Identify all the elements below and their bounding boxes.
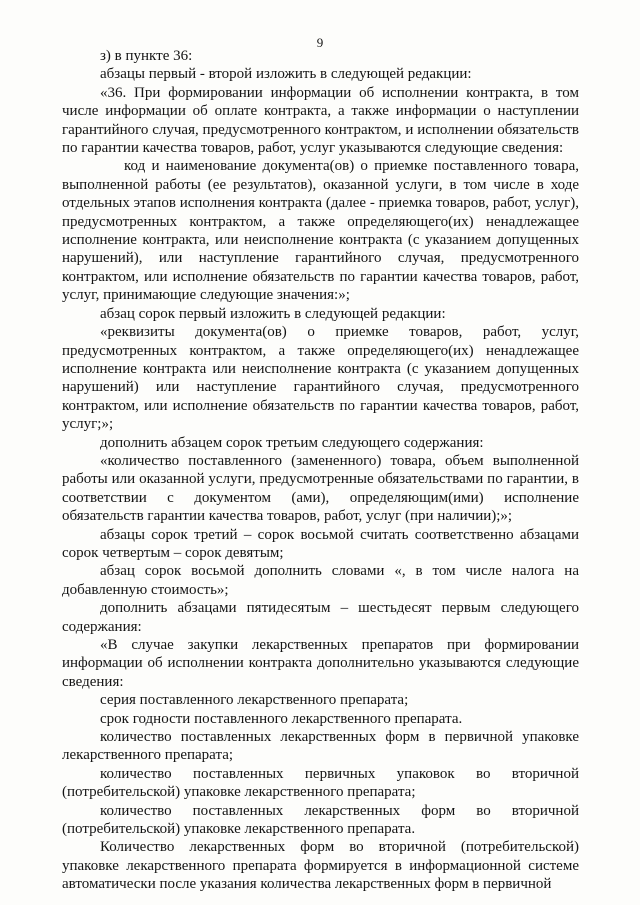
paragraph: Количество лекарственных форм во вторичной (потребительской) упаковке лекарственного препарата формируется в информационной системе автоматически после указания количества лекарственных форм в первичной bbox=[62, 839, 579, 893]
paragraph: «реквизиты документа(ов) о приемке товаров, работ, услуг, предусмотренных контрактом, а также определяющего(их) ненадлежащее исполнение контракта или неисполнение контракта (с указанием допущенных нарушений) или наступление гарантийного случая, предусмотренного контрактом, или исполнение обязательств по гарантии качества товаров, работ, услуг;»; bbox=[62, 324, 579, 433]
paragraph: количество поставленных лекарственных форм в первичной упаковке лекарственного препарата; bbox=[62, 729, 579, 764]
paragraph: абзацы первый - второй изложить в следующей редакции: bbox=[100, 66, 472, 83]
paragraph: «количество поставленного (замененного) товара, объем выполненной работы или оказанной услуги, предусмотренные обязательствами по гарантии, в соответствии с документом (ами), определяющим(ими) исполнение обязательств гарантии качества товаров, работ, услуг (при наличии);»; bbox=[62, 452, 579, 525]
paragraph: количество поставленных первичных упаковок во вторичной (потребительской) упаковке лекарственного препарата; bbox=[62, 765, 579, 801]
paragraph: «В случае закупки лекарственных препаратов при формировании информации об исполнении контракта дополнительно указываются следующие сведения: bbox=[62, 637, 579, 690]
paragraph: абзац сорок восьмой дополнить словами «, в том числе налога на добавленную стоимость»; bbox=[62, 563, 579, 598]
page-number: 9 bbox=[316, 35, 324, 50]
paragraph: абзацы сорок третий – сорок восьмой считать соответственно абзацами сорок четвертым – сорок девятым; bbox=[62, 526, 579, 561]
paragraph: срок годности поставленного лекарственного препарата. bbox=[100, 710, 463, 727]
paragraph: количество поставленных лекарственных форм во вторичной (потребительской) упаковке лекарственного препарата. bbox=[62, 802, 579, 838]
paragraph: серия поставленного лекарственного препарата; bbox=[100, 692, 409, 709]
paragraph: «36. При формировании информации об исполнении контракта, в том числе информации об оплате контракта, а также информации о наступлении гарантийного случая, предусмотренного контрактом, и исполнении обязательств по гарантии качества товаров, работ, услуг указываются следующие сведения: bbox=[62, 84, 579, 157]
paragraph: абзац сорок первый изложить в следующей редакции: bbox=[100, 305, 446, 322]
paragraph: дополнить абзацем сорок третьим следующего содержания: bbox=[100, 434, 484, 451]
paragraph: код и наименование документа(ов) о приемке поставленного товара, выполненной работы (ее результатов), оказанной услуги, в том числе в ходе отдельных этапов исполнения контракта (далее - приемка товаров, работ, услуг), предусмотренных контрактом, а также определяющего(их) ненадлежащее исполнение контракта, или неисполнение контракта (с указанием допущенных нарушений), или наступление гарантийного случая, предусмотренного контрактом, или исполнение обязательств по гарантии качества товаров, работ, услуг, принимающие следующие значения:»; bbox=[62, 158, 579, 304]
document-body bbox=[62, 47, 579, 894]
paragraph: дополнить абзацами пятидесятым – шестьдесят первым следующего содержания: bbox=[62, 600, 579, 635]
paragraph: з) в пункте 36: bbox=[100, 48, 193, 64]
